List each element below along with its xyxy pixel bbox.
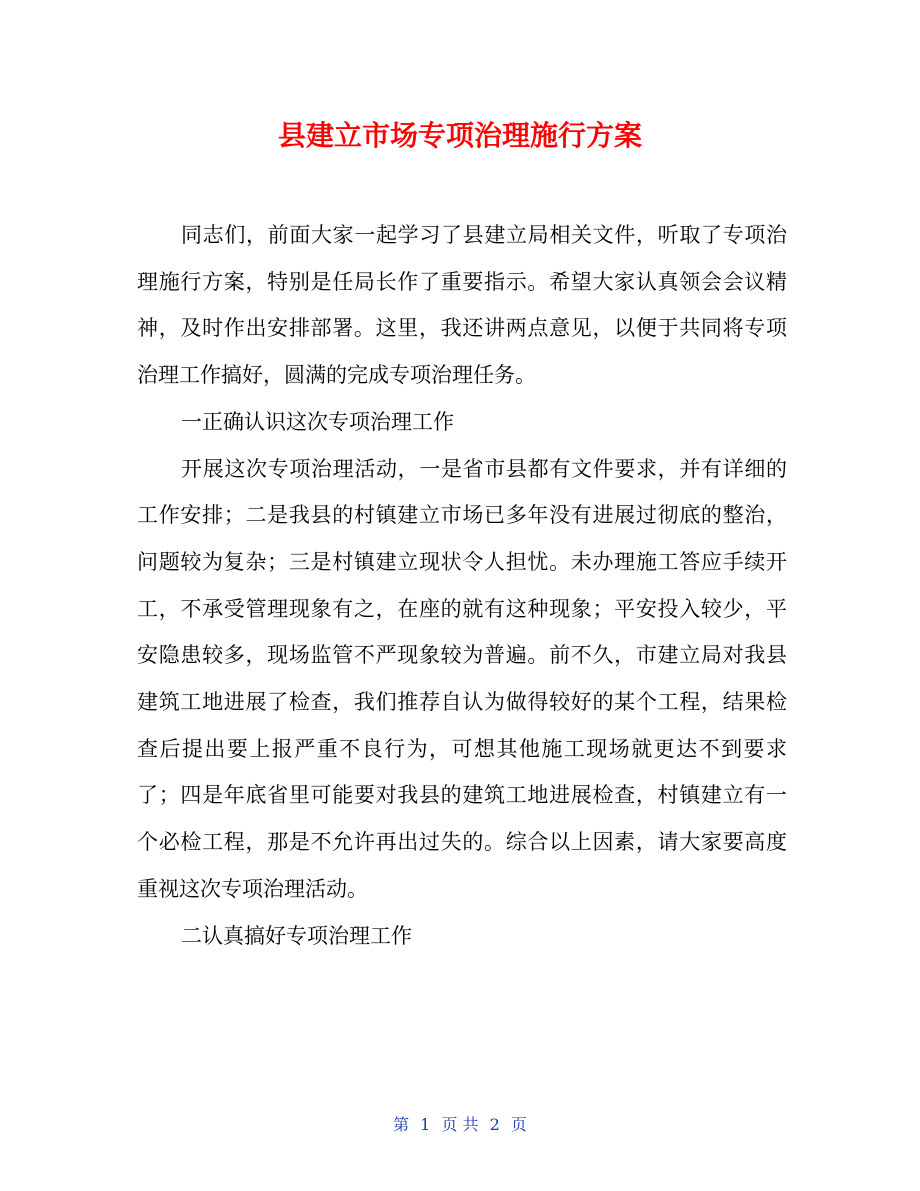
paragraph-section-1: 开展这次专项治理活动，一是省市县都有文件要求，并有详细的工作安排；二是我县的村镇建立市场已多年没有进展过彻底的整治，问题较为复杂；三是村镇建立现状令人担忧。未办理施工答应手续开工，不承受管理现象有之，在座的就有这种现象；平安投入较少，平安隐患较多，现场监管不严现象较为普遍。前不久，市建立局对我县建筑工地进展了检查，我们推荐自认为做得较好的某个工程，结果检查后提出要上报严重不良行为，可想其他施工现场就更达不到要求了；四是年底省里可能要对我县的建筑工地进展检查，村镇建立有一个必检工程，那是不允许再出过失的。综合以上因素，请大家要高度重视这次专项治理活动。 — [137, 456, 787, 901]
section-heading-2: 二认真搞好专项治理工作 — [181, 923, 412, 948]
document-body — [137, 212, 787, 959]
section-heading-1: 一正确认识这次专项治理工作 — [181, 409, 454, 434]
page-footer — [0, 1113, 920, 1137]
footer-current-page: 1 — [420, 1115, 431, 1134]
footer-total-pages: 2 — [489, 1115, 500, 1134]
footer-label-of: 页 共 — [441, 1115, 479, 1134]
document-title: 县建立市场专项治理施行方案 — [277, 119, 642, 152]
paragraph-intro: 同志们，前面大家一起学习了县建立局相关文件，听取了专项治理施行方案，特别是任局长作了重要指示。希望大家认真领会会议精神，及时作出安排部署。这里，我还讲两点意见，以便于共同将专项治理工作搞好，圆满的完成专项治理任务。 — [137, 223, 787, 388]
footer-label-end: 页 — [510, 1115, 527, 1134]
footer-label-page: 第 — [393, 1115, 410, 1134]
